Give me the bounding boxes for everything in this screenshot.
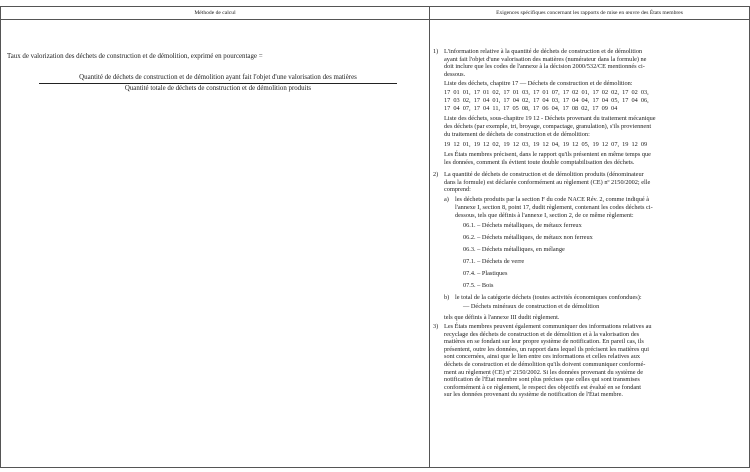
chapter-17-codes: 17 04 07, 17 04 11, 17 05 08, 17 06 04, 17 08 02, 17 09 04 xyxy=(444,105,618,112)
text-line: ayant fait l'objet d'une valorisation des matières (numérateur dans la formule) ne xyxy=(444,55,647,63)
text-line: dans la formule) est déclarée conformément au règlement (CE) nº 2150/2002; elle xyxy=(444,178,651,186)
text-line: Liste des déchets, sous-chapitre 19 12 - Déchets provenant du traitement mécanique xyxy=(444,115,656,122)
text-line: conformément à ce règlement, le respect des objectifs est évalué en se fondant xyxy=(444,383,642,391)
waste-code-item: 06.2. – Déchets métalliques, de métaux non ferreux xyxy=(463,234,593,241)
text-line: recyclage des déchets de construction et de démolition et à la valorisation des xyxy=(444,330,640,338)
text-line: — Déchets minéraux de construction et de démolition xyxy=(463,303,600,310)
text-line: sont concernées, ainsi que le lien entre ces informations et celles relatives aux xyxy=(444,353,641,361)
text-line: doit inclure que les codes de l'annexe à la décision 2000/532/CE mentionnés ci- xyxy=(444,63,645,71)
sub-item-label: a) xyxy=(444,196,449,203)
item-number: 1) xyxy=(433,48,439,55)
text-line: dessous, tels que définis à l'annexe I, section 2, de ce même règlement: xyxy=(455,212,634,219)
formula-numerator: Quantité de déchets de construction et de démolition ayant fait l'objet d'une valorisation des matières xyxy=(39,73,397,84)
text-line: présentent, outre les données, un rapport dans lequel ils précisent les matières qui xyxy=(444,345,649,353)
text-line: comprend: xyxy=(444,186,471,194)
waste-code-item: 07.4. – Plastiques xyxy=(463,270,508,277)
text-line: matières en se fondant sur leur propre système de notification. En pareil cas, ils xyxy=(444,338,644,346)
header-member-state-requirements: Exigences spécifiques concernant les rapports de mise en œuvre des États membres xyxy=(430,7,750,20)
calculation-cell xyxy=(1,20,430,468)
text-line: l'annexe I, section 8, point 17, dudit règlement, contenant les codes déchets ci- xyxy=(455,204,653,211)
body-row xyxy=(1,20,750,468)
text-line: dessous. xyxy=(444,70,466,78)
item-number: 3) xyxy=(433,323,439,330)
text-line: sur les données provenant du système de notification de l'État membre. xyxy=(444,391,623,399)
sub-item-label: b) xyxy=(444,294,450,301)
text-line: du traitement de déchets de construction et de démolition: xyxy=(444,131,590,138)
chapter-17-codes: 17 01 01, 17 01 02, 17 01 03, 17 01 07, 17 02 01, 17 02 02, 17 02 03, xyxy=(444,89,649,96)
text-line: Les États membres peuvent également communiquer des informations relatives au xyxy=(444,323,652,330)
text-line: déchets de construction et de démolition qu'ils doivent communiquer conformé- xyxy=(444,361,646,368)
rate-definition: Taux de valorization des déchets de construction et de démolition, exprimé en pourcentage = xyxy=(7,53,263,60)
text-line: notification de l'État membre sont plus précises que celles qui sont transmises xyxy=(444,376,640,384)
formula-denominator: Quantité totale de déchets de construction et de démolition produits xyxy=(124,84,312,92)
text-line: les déchets produits par la section F du code NACE Rév. 2, comme indiqué à xyxy=(455,196,650,203)
text-line: ment au règlement (CE) nº 2150/2002. Si les données provenant du système de xyxy=(444,368,644,376)
text-line: Les États membres précisent, dans le rapport qu'ils présentent en même temps que xyxy=(444,151,651,158)
item-number: 2) xyxy=(433,171,439,178)
header-calculation-method: Méthode de calcul xyxy=(1,7,430,20)
method-table xyxy=(0,6,750,468)
requirements-cell xyxy=(430,20,750,468)
chapter-17-label: Liste des déchets, chapitre 17 — Déchets de construction et de démolition: xyxy=(444,80,633,87)
text-line: L'information relative à la quantité de déchets de construction et de démolition xyxy=(444,48,643,55)
subchapter-1912-codes: 19 12 01, 19 12 02, 19 12 03, 19 12 04, 19 12 05, 19 12 07, 19 12 09 xyxy=(444,141,648,148)
text-line: La quantité de déchets de construction et de démolition produits (dénominateur xyxy=(444,171,644,178)
formula-fraction xyxy=(39,73,397,93)
text-line: des déchets (par exemple, tri, broyage, compactage, granulation), s'ils proviennent xyxy=(444,123,652,130)
header-row xyxy=(1,7,750,20)
text-line: le total de la catégorie déchets (toutes activités économiques confondues): xyxy=(455,294,642,301)
waste-code-item: 07.1. – Déchets de verre xyxy=(463,258,525,265)
waste-code-item: 07.5. – Bois xyxy=(463,282,494,289)
chapter-17-codes: 17 03 02, 17 04 01, 17 04 02, 17 04 03, 17 04 04, 17 04 05, 17 04 06, xyxy=(444,97,649,104)
text-line: tels que définis à l'annexe III dudit règlement. xyxy=(444,314,560,321)
waste-code-item: 06.1. – Déchets métalliques, de métaux ferreux xyxy=(463,222,582,229)
text-line: les données, comment ils évitent toute double comptabilisation des déchets. xyxy=(444,159,635,166)
waste-code-item: 06.3. – Déchets métalliques, en mélange xyxy=(463,246,565,253)
